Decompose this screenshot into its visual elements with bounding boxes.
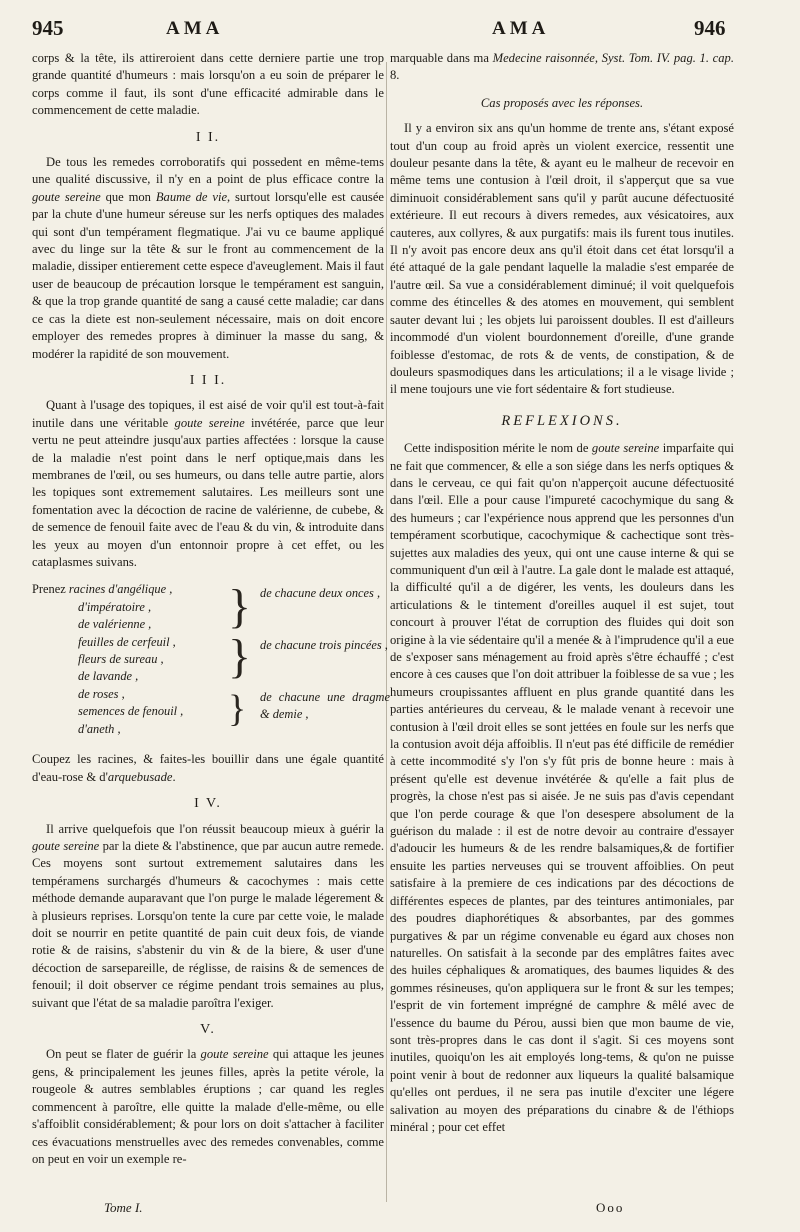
section-title-5: V. <box>200 1022 216 1038</box>
intro-paragraph: corps & la tête, ils attireroient dans cette derniere partie une trop grande quantité d'humeurs : mais lorsqu'on a eu soin de préparer le corps comme il faut, ils sont d'une efficacité admirable dans le commencement de cette maladie. <box>32 51 384 118</box>
cases-heading: Cas proposés avec les réponses. <box>480 95 644 110</box>
running-head-left: AMA <box>166 18 224 39</box>
recipe-line: de valérienne , <box>78 617 152 632</box>
section-2-paragraph: De tous les remedes corroboratifs qui possedent en même-tems une qualité discussive, il n'y en a point de plus efficace contre la goute sereine que mon Baume de vie, surtout lorsqu'elle est causée par la chute d'une humeur séreuse sur les nerfs optiques des malades qui sont d'un tempérament flegmatique. J'ai vu ce baume appliqué avec du linge sur la tête & sur le front au commencement de la maladie, dissiper entierement cette espece d'aveuglement. Mais il faut user de beaucoup de précaution lorsque le tempérament est sanguin, & que la trop grande quantité de sang a causé cette maladie; car dans ce cas la diete est non-seulement nécessaire, mais on doit encore employer des remedes propres à diminuer la masse du sang, & modérer la rapidité de son mouvement. <box>32 155 384 361</box>
reflexions-heading: REFLEXIONS. <box>501 412 623 429</box>
recipe-dose-3: de chacune une dragme & demie , <box>260 690 390 722</box>
section-title-3: I I I. <box>189 372 227 388</box>
recipe-dose-2: de chacune trois pincées , <box>260 638 388 653</box>
after-recipe-paragraph: Coupez les racines, & faites-les bouillir dans une égale quantité d'eau-rose & d'arquebusade. <box>32 752 384 784</box>
running-head-right: AMA <box>492 18 550 39</box>
page-number-left: 945 <box>32 16 64 40</box>
right-column <box>390 50 734 1136</box>
brace-icon: } <box>228 580 252 634</box>
brace-icon: } <box>228 688 247 731</box>
column-divider <box>386 62 387 1202</box>
signature-mark: Ooo <box>596 1200 625 1215</box>
section-3-paragraph: Quant à l'usage des topiques, il est aisé de voir qu'il est tout-à-fait inutile dans une véritable goute sereine invétérée, parce que leur vertu ne peut atteindre jusqu'aux parties affectées : lorsque la cause de la maladie n'est point dans le nerf optique,mais dans les membranes de l'œil, ou ses humeurs, ou dans telle autre partie, alors les topiques sont extremement salutaires. Les meilleurs sont une fomentation avec la décoction de racine de valérienne, de cubebe, & de semence de fenouil faite avec de l'eau & du vin, & introduite dans les yeux au moyen d'un entonnoir propre à cet effet, ou les cataplasmes suivans. <box>32 398 385 569</box>
continuation-paragraph: marquable dans ma Medecine raisonnée, Syst. Tom. IV. pag. 1. cap. 8. <box>390 51 734 83</box>
recipe-block <box>32 580 390 741</box>
recipe-line: feuilles de cerfeuil , <box>78 634 176 649</box>
section-title-2: I I. <box>195 129 221 145</box>
case-paragraph: Il y a environ six ans qu'un homme de trente ans, s'étant exposé tout d'un coup au froid après un violent exercice, ressentit une douleur pesante dans la tête, & ayant eu le malheur de recevoir en même tems une contusion à l'œil droit, il s'apperçut que sa vue diminuoit considérablement sans qu'il y parût aucune défectuosité extérieure. Il eut recours à divers remedes, aux vésicatoires, aux cauteres, aux collyres, & aux purgatifs: mais ils furent tous inutiles. Il n'y avoit pas encore deux ans qu'il étoit dans cet état lorsqu'il a été attaqué de la gale pendant laquelle la maladie s'est emparée de l'autre œil. Sa vue a considérablement diminué; il voit quelquefois comme des étincelles & des atomes en mouvement, qui semblent sauter devant lui ; les objets lui paroissent doubles. Il est d'ailleurs incommodé d'un violent bourdonnement d'oreille, d'une grande foiblesse d'estomac, de rots & de vents, de constipation, & de douleurs spasmodiques dans les articulations; il a le visage livide ; il mene toujours une vie fort sédentaire & fort studieuse. <box>390 121 734 397</box>
page-number-right: 946 <box>694 16 726 40</box>
recipe-line: fleurs de sureau , <box>78 652 164 666</box>
left-column <box>32 50 390 1168</box>
section-title-4: I V. <box>194 796 222 812</box>
recipe-line: d'impératoire , <box>78 599 152 614</box>
recipe-line: de lavande , <box>78 669 139 684</box>
reflexions-paragraph: Cette indisposition mérite le nom de goute sereine imparfaite qui ne fait que commencer, & elle a son siége dans les nerfs optiques & dans le cerveau, ce qui fait qu'on n'apperçoit aucune défectuosité dans l'œil. Elle a pour cause l'impureté cacochymique du sang & des humeurs ; car l'expérience nous apprend que les personnes d'un tempérament scorbutique, cacochymique & cachectique sont très-sujettes aux maladies des yeux, qui ont une cause interne & qui se communiquent d'un œil à l'autre. La gale dont le malade est attaqué, la difficulté qu'il a de digérer, les vents, les douleurs dans les articulations & le tintement d'oreilles auquel il est sujet, tout concourt à prouver l'état de corruption des fluides qui doit son origine à la vie sédentaire qu'il a menée & à l'imprudence qu'il a eue de s'exposer sans ménagement au froid après s'être échauffé ; c'est encore à ces causes que l'on doit attribuer la foiblesse de sa vue ; les humeurs croupissantes affluent en plus grande quantité dans les parties antérieures du cerveau, & le malade venant à recevoir une contusion à l'œil droit elles se sont jettées en foule sur les nerfs que la contusion avoit déja affoiblis. Il n'eut pas été difficile de remédier à cette incommodité s'y l'on s'y fût pris de bonne heure : mais à présent qu'elle est devenue invétérée & qu'elle a fait plus de progrès, la chose n'est pas si aisée. Je ne suis pas d'avis cependant que l'on perde courage & que l'on desespere absolument de la guérison du malade : il est de notre devoir au contraire d'essayer d'adoucir les humeurs & de les rendre balsamiques,& de fortifier ensuite les parties nerveuses qui se trouvent affoiblies. On peut satisfaire à la premiere de ces indications par des décoctions de différentes especes de plantes, par des teintures antimoniales, par des poudres diaphorétiques & absorbantes, par des gommes purgatives & par un régime convenable eu égard aux choses non naturelles. On satisfait à la seconde par des emplâtres faites avec des huiles céphaliques & aromatiques, des baumes liquides & des gommes résineuses, qu'on appliquera sur le front & sur les tempes; l'esprit de vin fortement imprégné de camphre & mêlé avec de l'essence du baume du Pérou, aussi bien que mon baume de vie, sont très-propres dans le cas dont il s'agit. Si ces moyens sont inutiles, quoiqu'on les ait employés long-tems, & qu'on ne puisse point venir à bout de redonner aux liqueurs la qualité balsamique qu'elles ont perdues, il ne sera pas inutile d'exciter une légere salivation au moyen des préparations du cinabre & de l'éthiops minéral ; pour cet effet <box>390 441 734 1134</box>
recipe-line: d'aneth , <box>78 721 121 736</box>
brace-icon: } <box>228 630 252 684</box>
volume-footer: Tome I. <box>104 1200 143 1215</box>
recipe-ingredients <box>32 581 232 738</box>
recipe-line: de roses , <box>78 686 125 701</box>
recipe-line: Prenez racines d'angélique , <box>32 582 173 597</box>
section-4-paragraph: Il arrive quelquefois que l'on réussit beaucoup mieux à guérir la goute sereine par la diete & l'abstinence, que par aucun autre remede. Ces moyens sont surtout extremement salutaires dans les tempéramens surchargés d'humeurs & cacochymes : mais cette méthode demande auparavant que l'on purge le malade légerement & à plusieurs reprises. Lorsqu'on tente la cure par cette voie, le malade doit se nourrir en petite quantité de pain cuit deux fois, de viande rotie & de raisins, s'abstenir du vin & de la biere, & user d'une décoction de sarsepareille, de réglisse, de raisins & de semences de fenouil; il doit observer ce régime pendant trois semaines au plus, suivant que l'état de sa maladie paroîtra l'exiger. <box>32 821 384 1010</box>
recipe-dose-1: de chacune deux onces , <box>260 586 381 601</box>
recipe-line: semences de fenouil , <box>78 704 184 719</box>
section-5-paragraph: On peut se flater de guérir la goute sereine qui attaque les jeunes gens, & principalement les jeunes filles, après la petite vérole, la rougeole & autres semblables éruptions ; car quand les regles commencent à paroître, elle quitte la malade d'elle-même, ou elle s'affoiblit considérablement; & pour lors on doit s'attacher à faciliter ces évacuations menstruelles avec des remedes convenables, comme on peut en voir un exemple re- <box>32 1047 385 1166</box>
